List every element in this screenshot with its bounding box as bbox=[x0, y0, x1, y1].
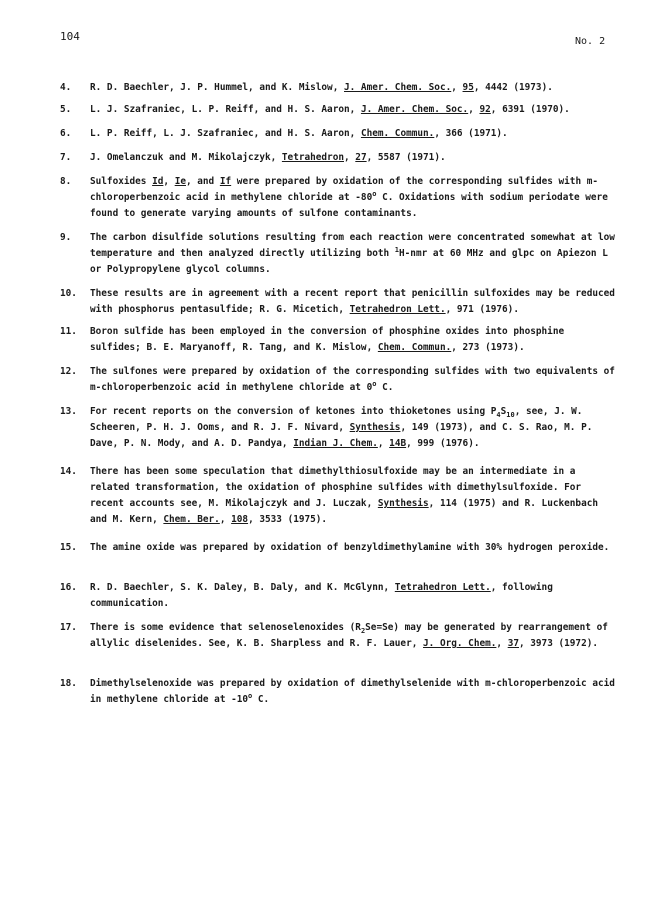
citation-emphasis: 37 bbox=[507, 638, 519, 649]
reference-fragment: 10 bbox=[506, 410, 515, 419]
reference-fragment: C. Oxidations with sodium periodate were found to generate varying amounts of sulfone contaminants. bbox=[90, 192, 608, 219]
reference-text bbox=[90, 464, 620, 528]
reference-text bbox=[90, 126, 620, 142]
citation-emphasis: J. Org. Chem. bbox=[423, 638, 497, 649]
reference-number: 11. bbox=[60, 326, 77, 337]
reference-fragment: , 4442 (1973). bbox=[473, 82, 553, 93]
citation-emphasis: Synthesis bbox=[349, 422, 401, 433]
reference-fragment: , bbox=[219, 514, 232, 525]
reference-number: 8. bbox=[60, 176, 72, 187]
reference-fragment: o bbox=[372, 379, 377, 388]
reference-item bbox=[60, 404, 620, 452]
page-number: 104 bbox=[60, 30, 80, 43]
reference-text bbox=[90, 364, 620, 396]
reference-number: 12. bbox=[60, 366, 77, 377]
reference-item bbox=[60, 286, 620, 318]
citation-emphasis: 92 bbox=[479, 104, 491, 115]
reference-text bbox=[90, 676, 620, 708]
citation-emphasis: Tetrahedron Lett. bbox=[349, 304, 446, 315]
reference-text bbox=[90, 230, 620, 278]
reference-number: 15. bbox=[60, 542, 77, 553]
reference-number: 10. bbox=[60, 288, 77, 299]
reference-fragment: The amine oxide was prepared by oxidation of benzyldimethylamine with 30% hydrogen peroxide. bbox=[90, 542, 610, 553]
reference-fragment: There has been some speculation that dimethylthiosulfoxide may be an intermediate in a related transformation, the oxidation of phosphine sulfides with dimethylsulfoxide. For recent accounts see, M. Mikolajczyk and J. Luczak, bbox=[90, 466, 582, 509]
reference-fragment: , bbox=[451, 82, 463, 93]
reference-item bbox=[60, 174, 620, 222]
reference-fragment: , bbox=[344, 152, 356, 163]
reference-item bbox=[60, 540, 620, 556]
reference-item bbox=[60, 324, 620, 356]
reference-text bbox=[90, 174, 620, 222]
reference-fragment: , bbox=[496, 638, 508, 649]
reference-fragment: , see, J. W. Scheeren, P. H. J. Ooms, and R. J. F. Nivard, bbox=[90, 406, 583, 433]
reference-number: 9. bbox=[60, 232, 72, 243]
reference-number: 17. bbox=[60, 622, 77, 633]
citation-emphasis: Id bbox=[152, 176, 164, 187]
citation-emphasis: Ie bbox=[174, 176, 186, 187]
reference-fragment: , bbox=[163, 176, 175, 187]
reference-fragment: 1 bbox=[394, 245, 400, 254]
citation-emphasis: Chem. Commun. bbox=[377, 342, 452, 353]
issue-label: No. 2 bbox=[575, 36, 606, 47]
reference-item bbox=[60, 126, 620, 142]
reference-fragment: , bbox=[377, 438, 390, 449]
reference-number: 4. bbox=[60, 82, 72, 93]
reference-item bbox=[60, 676, 620, 708]
citation-emphasis: If bbox=[219, 176, 232, 187]
citation-emphasis: Chem. Commun. bbox=[360, 128, 435, 139]
reference-fragment: , 3973 (1972). bbox=[518, 638, 599, 649]
reference-item bbox=[60, 150, 620, 166]
reference-fragment: , 999 (1976). bbox=[406, 438, 480, 449]
reference-text bbox=[90, 80, 620, 96]
reference-number: 7. bbox=[60, 152, 72, 163]
citation-emphasis: 108 bbox=[231, 514, 249, 525]
reference-text bbox=[90, 620, 620, 652]
reference-fragment: L. P. Reiff, L. J. Szafraniec, and H. S. Aaron, bbox=[90, 128, 361, 139]
reference-item bbox=[60, 580, 620, 612]
reference-number: 18. bbox=[60, 678, 77, 689]
reference-fragment: C. bbox=[252, 694, 270, 705]
citation-emphasis: 95 bbox=[462, 82, 474, 93]
reference-fragment: C. bbox=[376, 382, 394, 393]
reference-fragment: , following communication. bbox=[90, 582, 553, 609]
reference-fragment: For recent reports on the conversion of ketones into thioketones using P bbox=[90, 406, 497, 417]
reference-number: 5. bbox=[60, 104, 72, 115]
reference-fragment: Se=Se) may be generated by rearrangement of allylic diselenides. See, K. B. Sharpless and R. F. Lauer, bbox=[90, 622, 608, 649]
reference-fragment: , 273 (1973). bbox=[451, 342, 525, 353]
reference-fragment: , 6391 (1970). bbox=[490, 104, 570, 115]
reference-fragment: , 3533 (1975). bbox=[248, 514, 328, 525]
reference-item bbox=[60, 102, 620, 118]
reference-fragment: , 971 (1976). bbox=[445, 304, 519, 315]
reference-item bbox=[60, 620, 620, 652]
reference-text bbox=[90, 102, 620, 118]
citation-emphasis: Chem. Ber. bbox=[163, 514, 220, 525]
citation-emphasis: 14B bbox=[389, 438, 407, 449]
reference-text bbox=[90, 286, 620, 318]
reference-number: 13. bbox=[60, 406, 77, 417]
reference-text bbox=[90, 540, 620, 556]
reference-text bbox=[90, 324, 620, 356]
citation-emphasis: J. Amer. Chem. Soc. bbox=[360, 104, 469, 115]
reference-text bbox=[90, 404, 620, 452]
citation-emphasis: J. Amer. Chem. Soc. bbox=[344, 82, 452, 93]
reference-fragment: 2 bbox=[360, 626, 366, 635]
reference-fragment: R. D. Baechler, S. K. Daley, B. Daly, and K. McGlynn, bbox=[90, 582, 395, 593]
reference-fragment: , 5587 (1971). bbox=[366, 152, 446, 163]
reference-fragment: J. Omelanczuk and M. Mikolajczyk, bbox=[90, 152, 282, 163]
reference-fragment: L. J. Szafraniec, L. P. Reiff, and H. S. Aaron, bbox=[90, 104, 361, 115]
reference-item bbox=[60, 230, 620, 278]
reference-fragment: , 149 (1973), and C. S. Rao, M. P. Dave, P. N. Mody, and A. D. Pandya, bbox=[90, 422, 593, 449]
reference-fragment: Dimethylselenoxide was prepared by oxidation of dimethylselenide with m-chloroperbenzoic acid in methylene chloride at -10 bbox=[90, 678, 615, 705]
reference-text bbox=[90, 580, 620, 612]
reference-item bbox=[60, 364, 620, 396]
reference-fragment: There is some evidence that selenoselenoxides (R bbox=[90, 622, 361, 633]
citation-emphasis: 27 bbox=[355, 152, 367, 163]
reference-fragment: o bbox=[248, 691, 253, 700]
citation-emphasis: Synthesis bbox=[377, 498, 429, 509]
reference-fragment: The carbon disulfide solutions resulting from each reaction were concentrated somewhat at low temperature and then analyzed directly utilizing both bbox=[90, 232, 615, 259]
reference-fragment: , 114 (1975) and R. Luckenbach and M. Kern, bbox=[90, 498, 598, 525]
reference-text bbox=[90, 150, 620, 166]
reference-fragment: , 366 (1971). bbox=[434, 128, 508, 139]
reference-fragment: R. D. Baechler, J. P. Hummel, and K. Mislow, bbox=[90, 82, 344, 93]
reference-fragment: Sulfoxides bbox=[90, 176, 153, 187]
citation-emphasis: Tetrahedron bbox=[281, 152, 344, 163]
reference-fragment: H-nmr at 60 MHz and glpc on Apiezon L or Polypropylene glycol columns. bbox=[90, 248, 608, 275]
reference-fragment: These results are in agreement with a recent report that penicillin sulfoxides may be reduced with phosphorus pentasulfide; R. G. Micetich, bbox=[90, 288, 615, 315]
citation-emphasis: Tetrahedron Lett. bbox=[394, 582, 491, 593]
reference-number: 16. bbox=[60, 582, 77, 593]
reference-fragment: , bbox=[468, 104, 480, 115]
reference-fragment: were prepared by oxidation of the corresponding sulfides with m-chloroperbenzoic acid in methylene chloride at -80 bbox=[90, 176, 599, 203]
reference-item bbox=[60, 80, 620, 96]
reference-fragment: The sulfones were prepared by oxidation of the corresponding sulfides with two equivalents of m-chloroperbenzoic acid in methylene chloride at 0 bbox=[90, 366, 615, 393]
reference-fragment: S bbox=[500, 406, 507, 417]
reference-number: 6. bbox=[60, 128, 72, 139]
reference-fragment: , and bbox=[185, 176, 220, 187]
reference-fragment: 4 bbox=[496, 410, 501, 419]
reference-fragment: o bbox=[372, 189, 377, 198]
citation-emphasis: Indian J. Chem. bbox=[293, 438, 378, 449]
reference-number: 14. bbox=[60, 466, 77, 477]
reference-fragment: Boron sulfide has been employed in the conversion of phosphine oxides into phosphine sulfides; B. E. Maryanoff, R. Tang, and K. Mislow, bbox=[90, 326, 565, 353]
reference-item bbox=[60, 464, 620, 528]
